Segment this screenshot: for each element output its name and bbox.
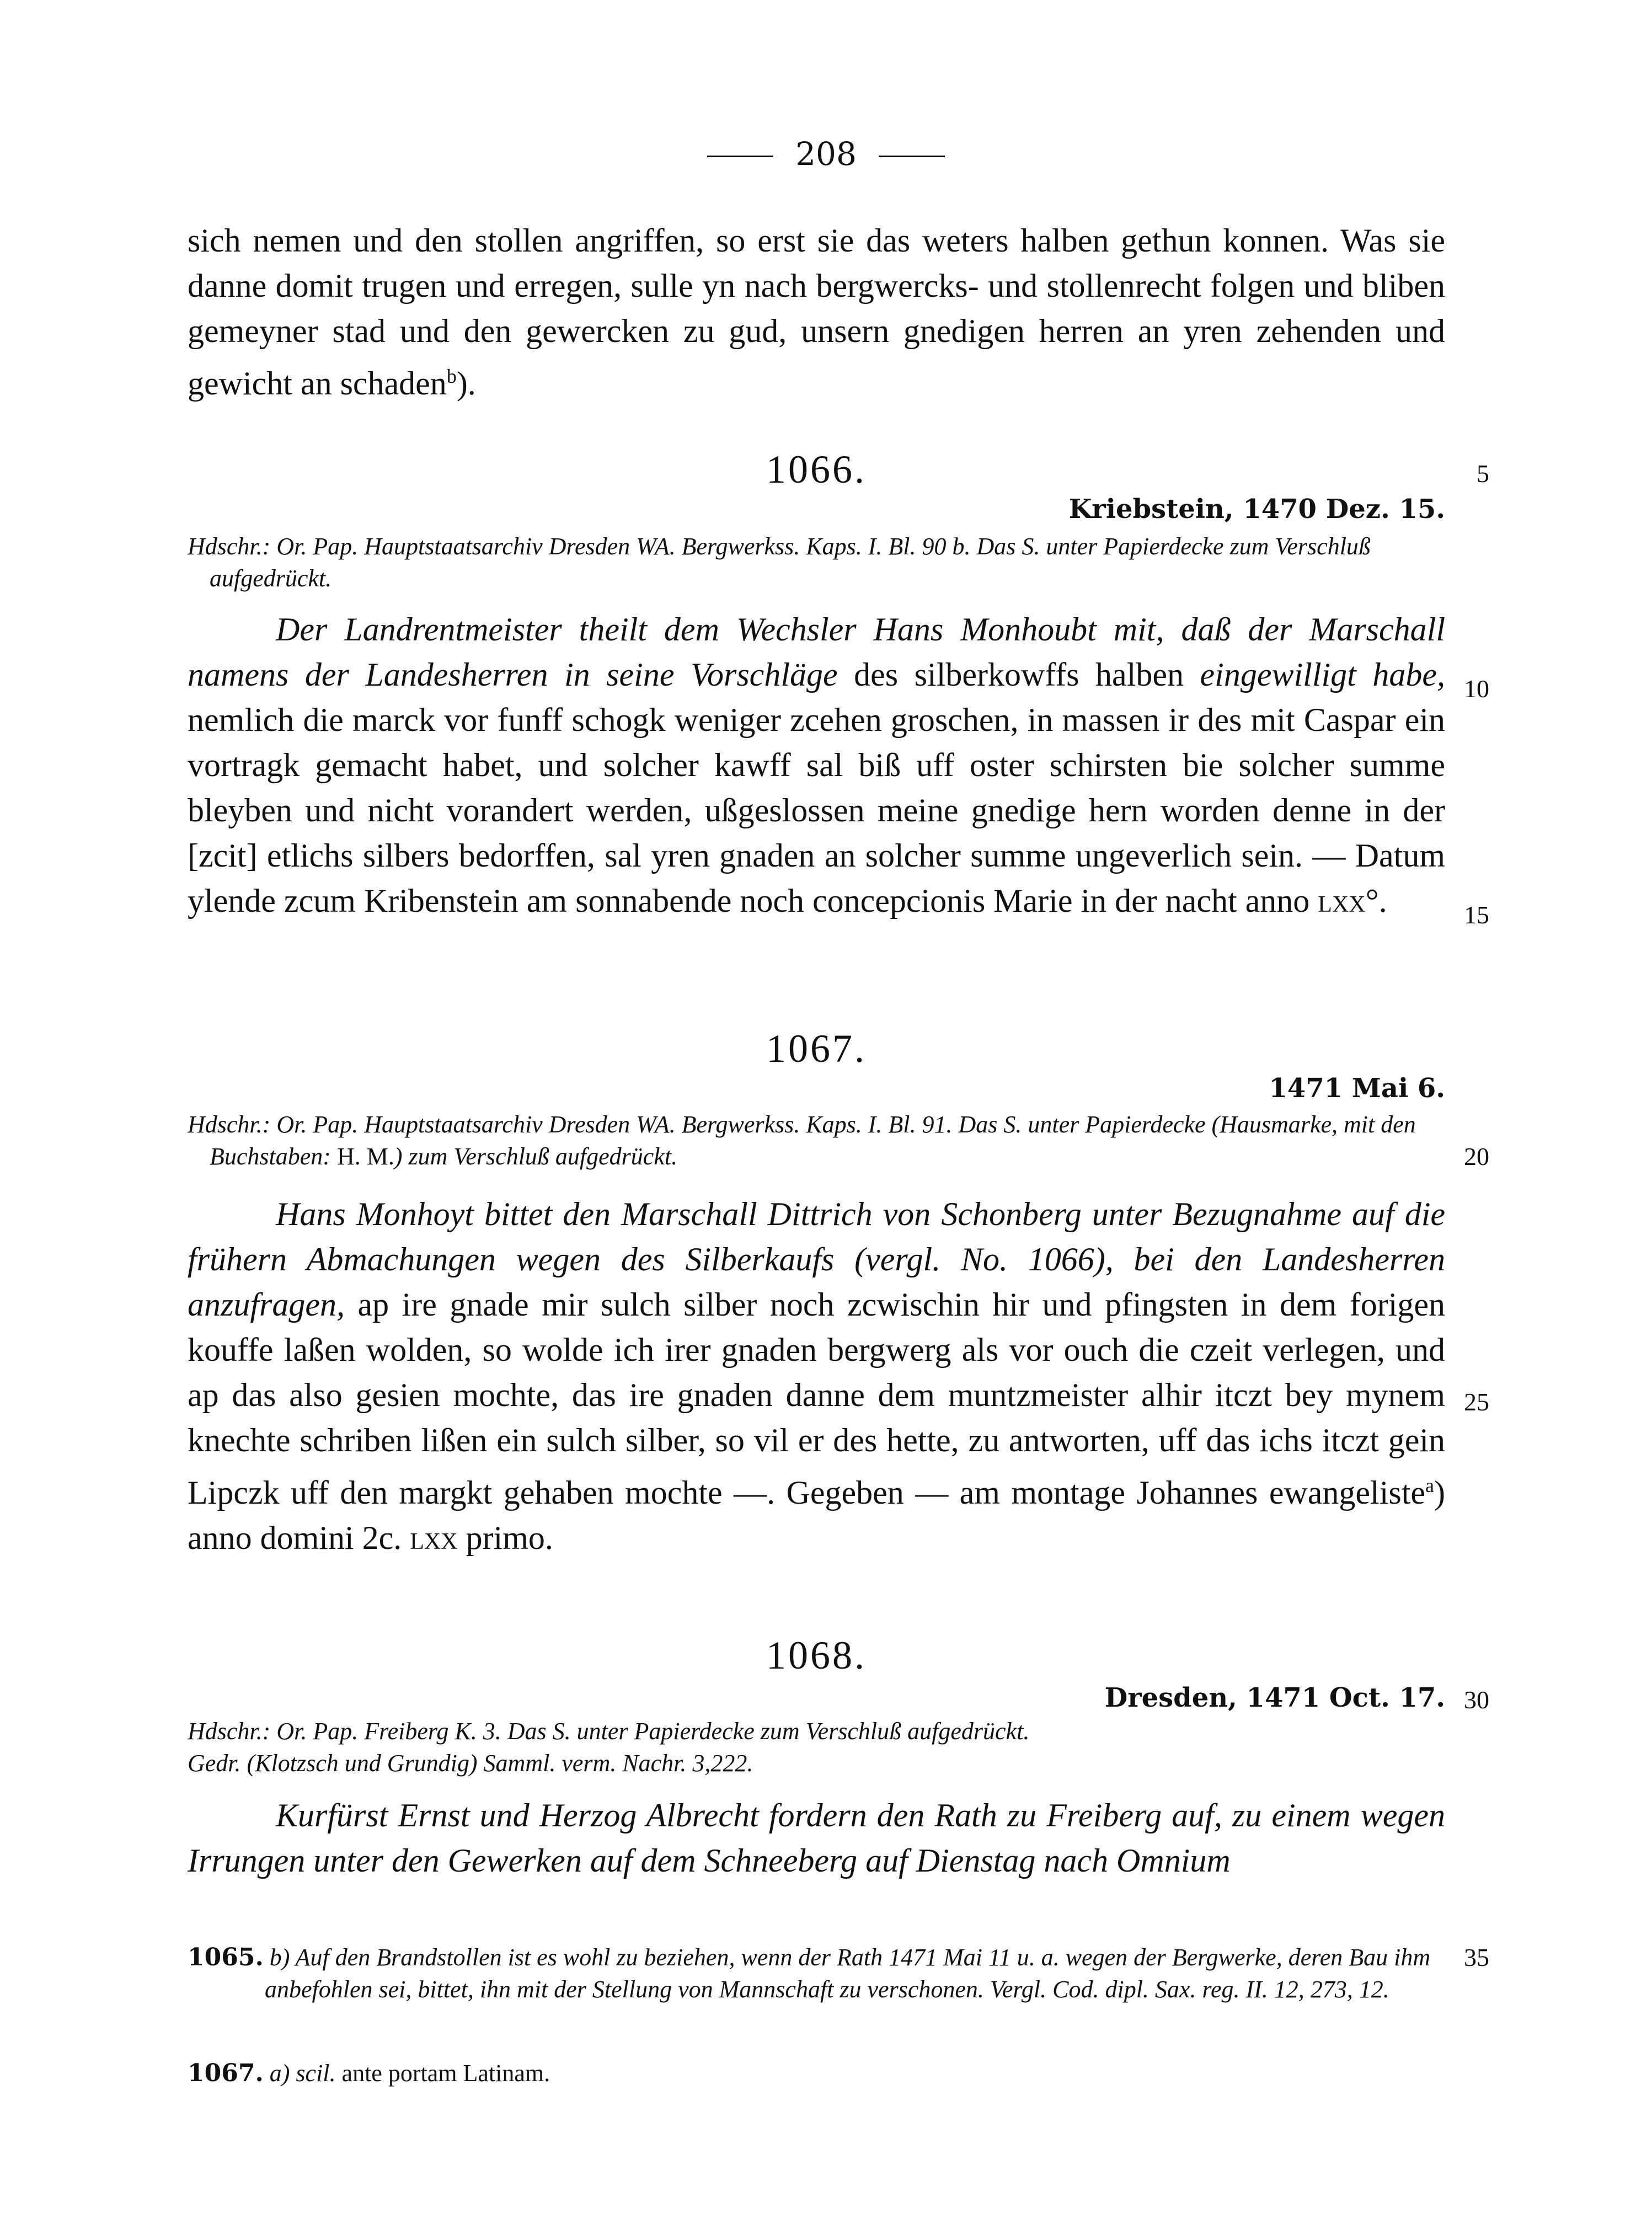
footnote-1067-italic: a) scil. xyxy=(269,2060,336,2087)
footnote-1065-text: b) Auf den Brandstollen ist es wohl zu beziehen, wenn der Rath 1471 Mai 11 u. a. wegen der Bergwerke, deren Bau ihm anbefohlen sei, bittet, ihn mit der Stellung von Mannschaft zu verschonen. Vergl. Cod. dipl. Sax. reg. II. 12, 273, 12. xyxy=(265,1944,1431,2003)
regest-1068 xyxy=(188,1793,1445,1883)
place-date-1068: Dresden, 1471 Oct. 17. xyxy=(1104,1682,1445,1713)
footnote-1067 xyxy=(188,2057,1522,2089)
footnote-ref-a: a xyxy=(1425,1474,1435,1496)
source-1067-text: Hdschr.: Or. Pap. Hauptstaatsarchiv Dresden WA. Bergwerkss. Kaps. I. Bl. 91. Das S. unter Papierdecke (Hausmarke, mit den Buchstaben: xyxy=(188,1111,1416,1170)
regest-1066 xyxy=(188,607,1445,923)
line-number-10: 10 xyxy=(1464,675,1489,703)
page-header xyxy=(0,135,1652,173)
footnote-1067-text: ante portam Latinam. xyxy=(335,2060,550,2087)
page-number: 208 xyxy=(795,135,857,173)
source-1068 xyxy=(188,1715,1467,1779)
source-1066: Hdschr.: Or. Pap. Hauptstaatsarchiv Dresden WA. Bergwerkss. Kaps. I. Bl. 90 b. Das S. unter Papierdecke zum Verschluß aufgedrückt. xyxy=(188,533,1371,592)
footnote-1065 xyxy=(188,1942,1522,2006)
footnote-1067-ref: 1067. xyxy=(188,2059,264,2087)
doc-number-1066: 1066. xyxy=(766,447,867,491)
regest-1066-text-1: des silberkowffs halben xyxy=(837,656,1200,693)
line-number-25: 25 xyxy=(1464,1388,1489,1416)
place-date-1066: Kriebstein, 1470 Dez. 15. xyxy=(1068,494,1445,525)
doc-number-1067: 1067. xyxy=(766,1027,867,1071)
line-number-35: 35 xyxy=(1464,1943,1489,1971)
source-1068-line-2: Gedr. (Klotzsch und Grundig) Samml. verm. Nachr. 3,222. xyxy=(188,1750,753,1777)
continuation-paragraph xyxy=(188,218,1445,406)
regest-1067 xyxy=(188,1191,1445,1560)
line-number-30: 30 xyxy=(1464,1686,1489,1714)
regest-1066-end: °. xyxy=(1365,883,1387,919)
source-1068-line-1: Hdschr.: Or. Pap. Freiberg K. 3. Das S. unter Papierdecke zum Verschluß aufgedrückt. xyxy=(188,1718,1030,1745)
source-1067 xyxy=(188,1109,1467,1173)
header-dash-left xyxy=(707,156,773,157)
regest-1067-final: primo. xyxy=(457,1520,553,1556)
regest-1066-text-2: nemlich die marck vor funff schogk weniger zcehen groschen, in massen ir des mit Caspar ein vortragk gemacht habet, und solcher kawff sal biß uff oster schirsten bie solcher summe bleyben und nicht vorandert werden, ußgeslossen meine gnedige hern worden denne in der [zcit] etlichs silbers bedorffen, sal yren gnaden an solcher summe ungeverlich sein. — Datum ylende zcum Kribenstein am sonnabende noch concepcionis Marie in der nacht anno xyxy=(188,702,1445,919)
regest-1067-text-end: ) anno domini 2c. xyxy=(188,1474,1445,1556)
regest-1066-year: lxx xyxy=(1318,883,1366,919)
regest-1066-italic-1: Der Landrentmeister theilt dem Wechsler Hans Monhoubt mit, daß der Marschall namens der Landesherren in seine Vorschläge xyxy=(188,611,1445,693)
continuation-text: sich nemen und den stollen angriffen, so erst sie das weters halben gethun konnen. Was sie danne domit trugen und erregen, sulle yn nach bergwercks- und stollenrecht folgen und bliben gemeyner stad und den gewercken zu gud, unsern gnedigen herren an yren zehenden und gewicht an schaden xyxy=(188,222,1445,402)
line-number-15: 15 xyxy=(1464,901,1489,929)
regest-1067-text: ap ire gnade mir sulch silber noch zcwischin hir und pfingsten in dem forigen kouffe laßen wolden, so wolde ich irer gnaden bergwerg als vor ouch die czeit verlegen, und ap das also gesien mochte, das ire gnaden danne dem muntzmeister alhir itczt bey mynem knechte schriben lißen ein sulch silber, so vil er des hette, zu antworten, uff das ichs itczt gein Lipczk uff den margkt gehaben mochte —. Gegeben — am montage Johannes ewangeliste xyxy=(188,1286,1445,1511)
regest-1067-italic: Hans Monhoyt bittet den Marschall Dittrich von Schonberg unter Bezugnahme auf die frühern Abmachungen wegen des Silberkaufs (vergl. No. 1066), bei den Landesherren anzufragen, xyxy=(188,1196,1445,1323)
header-dash-right xyxy=(879,156,945,157)
continuation-end: ). xyxy=(456,365,476,402)
source-1067-initials: H. M. xyxy=(336,1143,394,1170)
regest-1068-italic: Kurfürst Ernst und Herzog Albrecht fordern den Rath zu Freiberg auf, zu einem wegen Irrungen unter den Gewerken auf dem Schneeberg auf Dienstag nach Omnium xyxy=(188,1797,1445,1879)
regest-1066-italic-2: eingewilligt habe, xyxy=(1200,656,1445,693)
source-1067-end: ) zum Verschluß aufgedrückt. xyxy=(394,1143,678,1170)
place-date-1067: 1471 Mai 6. xyxy=(1269,1073,1445,1104)
line-number-5: 5 xyxy=(1477,459,1489,488)
regest-1067-year: lxx xyxy=(410,1520,458,1556)
footnote-1065-ref: 1065. xyxy=(188,1943,264,1971)
footnote-ref-b: b xyxy=(446,365,457,387)
line-number-20: 20 xyxy=(1464,1142,1489,1170)
doc-number-1068: 1068. xyxy=(766,1633,867,1677)
